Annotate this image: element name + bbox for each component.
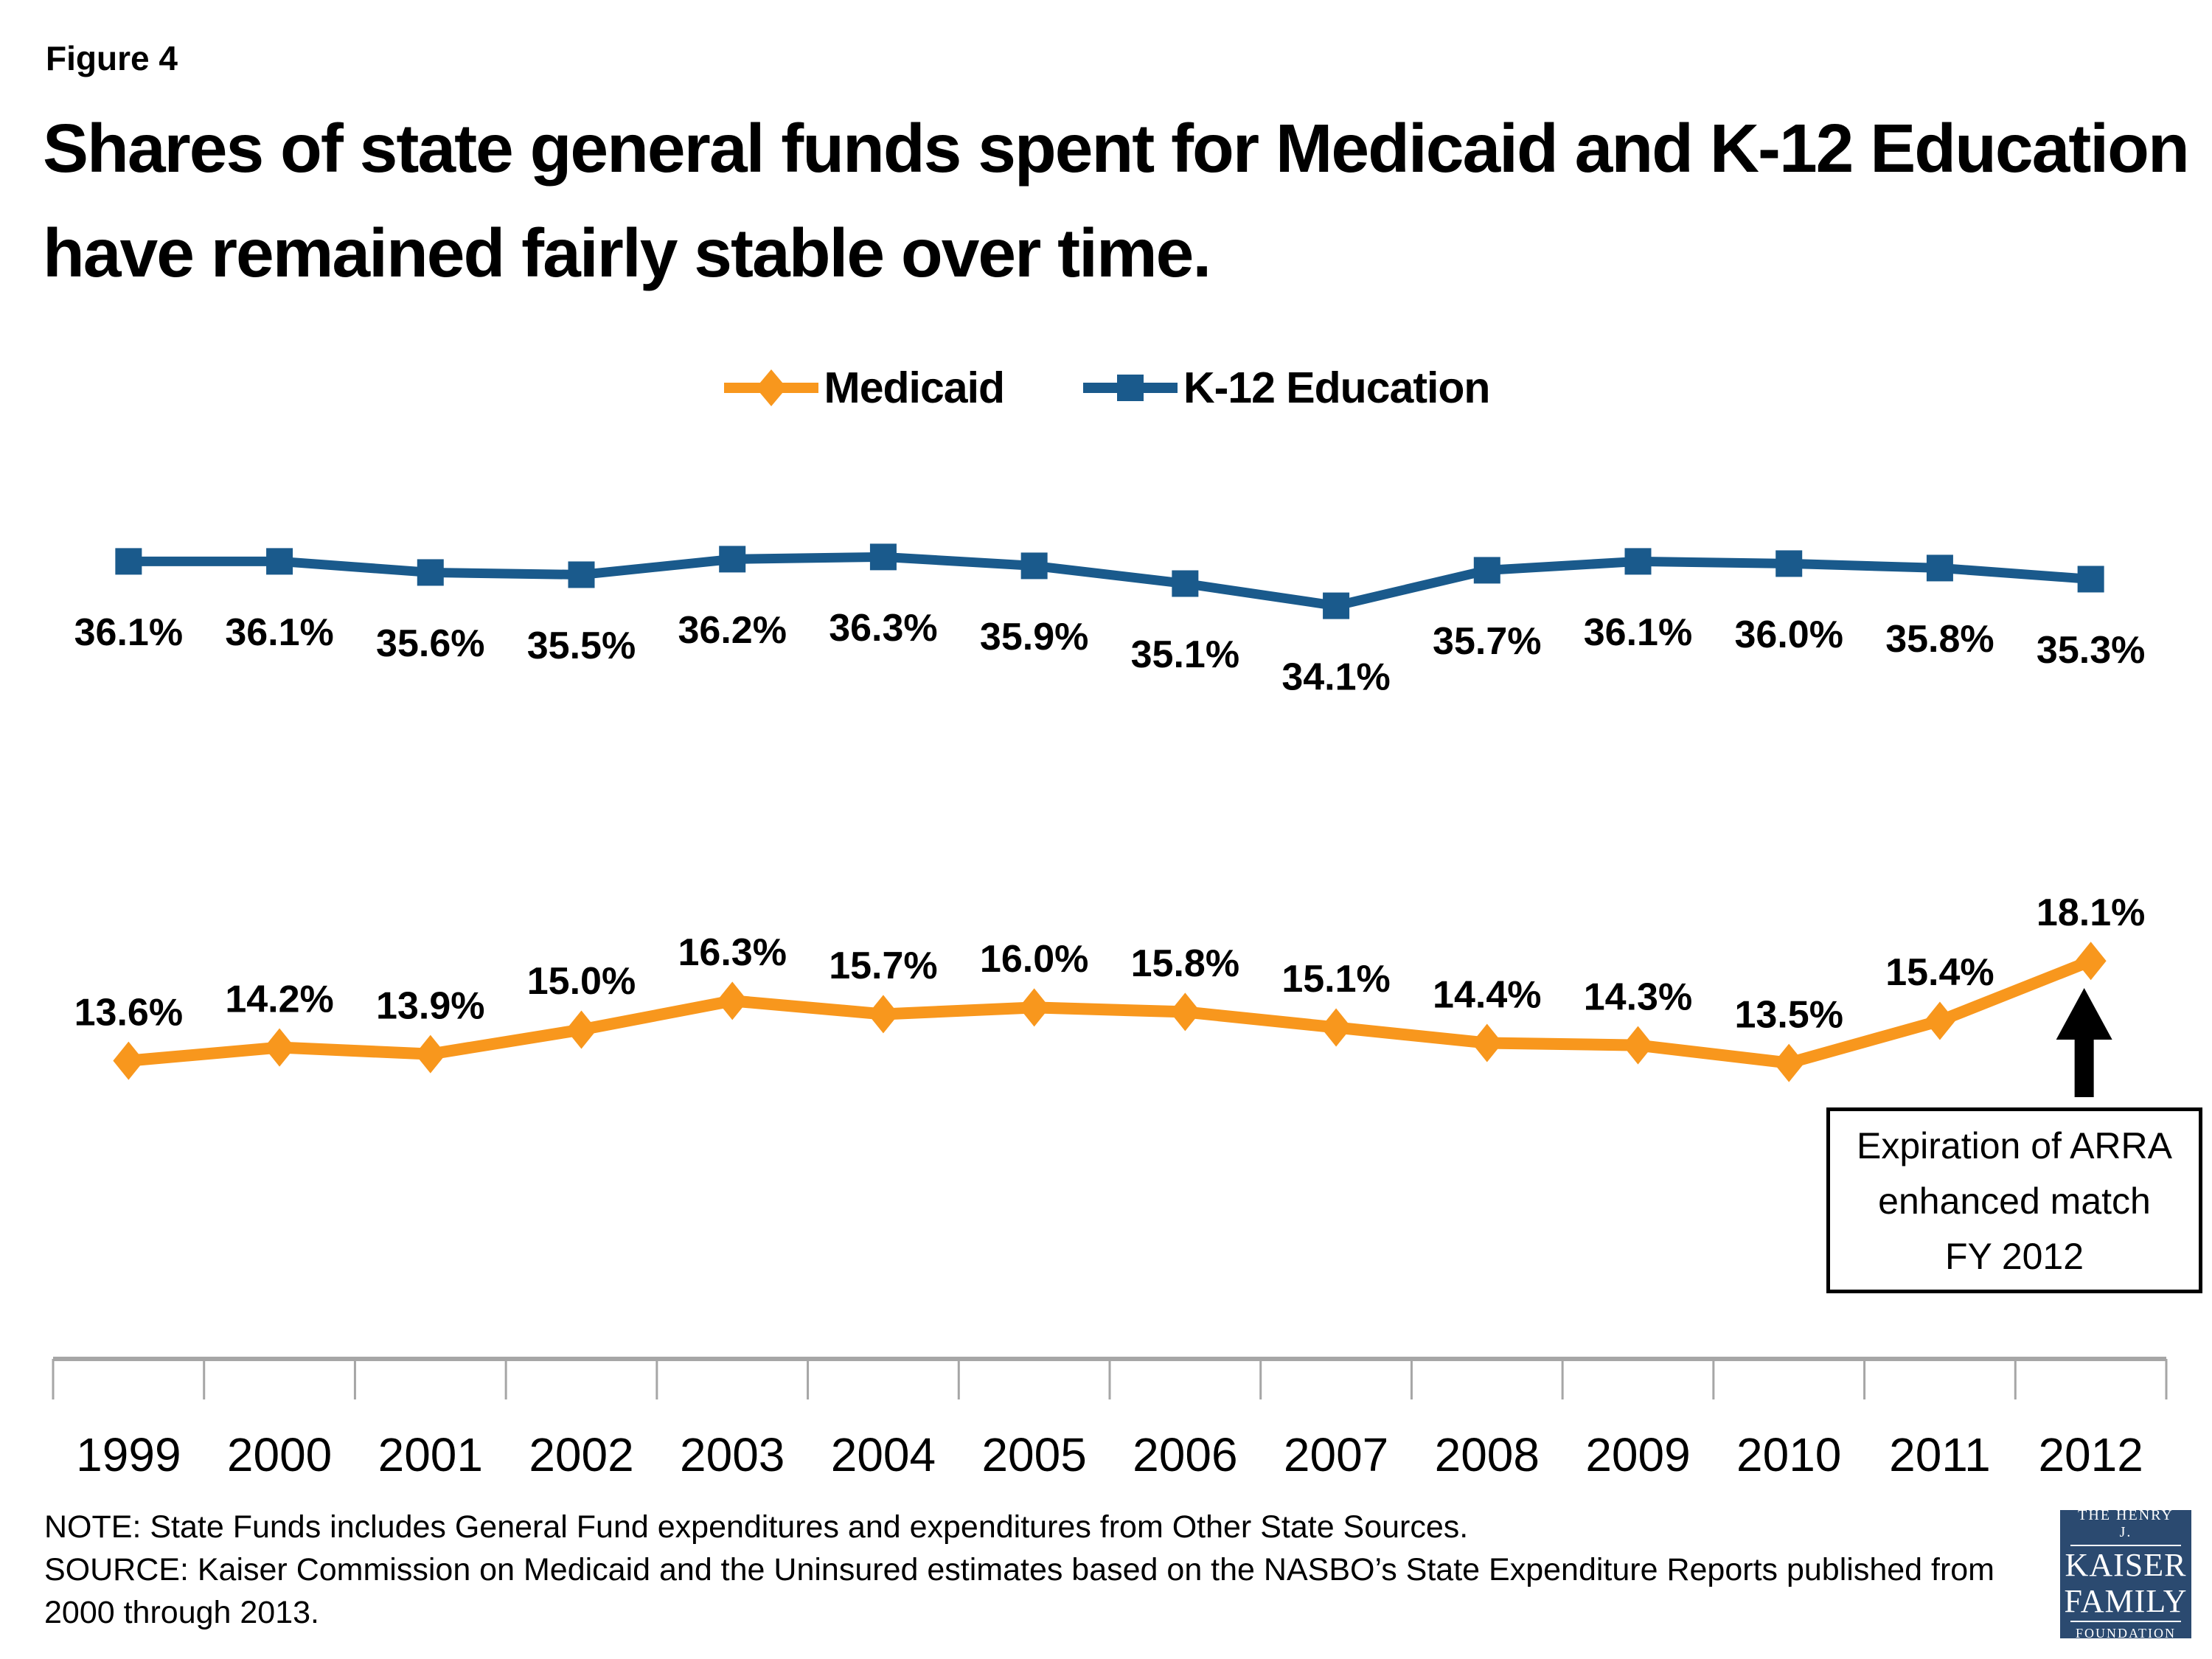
k12-education-marker <box>115 548 142 574</box>
data-label: 18.1% <box>2036 891 2146 934</box>
kaiser-family-foundation-logo <box>2060 1507 2191 1641</box>
data-label: 14.2% <box>225 978 334 1021</box>
data-label: 35.5% <box>526 625 636 668</box>
k12-education-marker <box>568 561 595 588</box>
data-label: 34.1% <box>1281 655 1391 699</box>
k12-education-marker <box>1021 552 1048 579</box>
medicaid-marker <box>717 981 748 1020</box>
data-label: 14.3% <box>1583 975 1693 1019</box>
data-label: 16.3% <box>678 931 787 975</box>
data-label: 13.9% <box>376 984 485 1028</box>
data-label: 15.0% <box>526 960 636 1004</box>
note-text: NOTE: State Funds includes General Fund expenditures and expenditures from Other State Sources. <box>44 1509 1469 1545</box>
k12-education-marker <box>1172 570 1198 597</box>
medicaid-marker <box>1472 1024 1503 1062</box>
data-label: 16.0% <box>979 938 1089 981</box>
data-label: 13.5% <box>1734 993 1843 1037</box>
k12-education-marker <box>1474 557 1500 583</box>
medicaid-marker <box>264 1029 295 1067</box>
legend-label: K-12 Education <box>1183 364 1490 412</box>
data-label: 36.1% <box>225 611 334 655</box>
logo-line: FAMILY <box>2064 1583 2188 1619</box>
medicaid-marker <box>415 1035 446 1074</box>
source-text: SOURCE: Kaiser Commission on Medicaid and the Uninsured estimates based on the NASBO’s State Expenditure Reports published from 2000 through 2013. <box>44 1552 1995 1630</box>
x-axis-year-label: 2007 <box>1283 1428 1389 1481</box>
data-label: 36.3% <box>829 607 938 650</box>
x-axis-year-label: 2009 <box>1585 1428 1691 1481</box>
data-label: 35.9% <box>979 616 1089 659</box>
x-axis-year-label: 2000 <box>226 1428 333 1481</box>
k12-education-marker <box>1625 548 1652 574</box>
annotation-arrow-icon <box>2056 988 2112 1097</box>
x-axis-year-label: 2011 <box>1889 1428 1991 1481</box>
x-axis-year-label: 2006 <box>1133 1428 1238 1481</box>
k12-education-marker <box>2078 566 2104 592</box>
annotation-line: Expiration of ARRA <box>1857 1125 2172 1166</box>
x-axis-year-label: 2003 <box>680 1428 785 1481</box>
k12-education-marker <box>1323 593 1349 619</box>
data-label: 35.3% <box>2036 629 2146 672</box>
data-label: 36.0% <box>1734 613 1843 657</box>
medicaid-marker <box>113 1042 144 1080</box>
medicaid-marker <box>1623 1026 1654 1065</box>
logo-line: FOUNDATION <box>2070 1621 2181 1641</box>
medicaid-marker <box>1773 1044 1804 1082</box>
x-axis-year-label: 1999 <box>76 1428 181 1481</box>
annotation-line: FY 2012 <box>1944 1236 2084 1277</box>
data-label: 35.8% <box>1885 618 1994 661</box>
data-label: 35.6% <box>376 622 485 666</box>
x-axis-year-label: 2001 <box>378 1428 483 1481</box>
k12-education-marker <box>1927 554 1953 581</box>
data-label: 36.1% <box>74 611 184 655</box>
medicaid-marker <box>1321 1008 1352 1046</box>
logo-line: THE HENRY J. <box>2070 1507 2181 1546</box>
medicaid-marker <box>868 995 899 1033</box>
data-label: 35.1% <box>1130 633 1240 677</box>
x-axis-year-label: 2008 <box>1434 1428 1540 1481</box>
medicaid-marker <box>1169 992 1200 1031</box>
data-label: 36.2% <box>678 609 787 653</box>
data-label: 15.8% <box>1130 942 1240 986</box>
chart-title: Shares of state general funds spent for Medicaid and K-12 Education have remained fairly stable over time. <box>43 110 2188 291</box>
k12-education-marker <box>870 543 897 570</box>
x-axis-year-label: 2002 <box>529 1428 634 1481</box>
medicaid-marker <box>1924 1001 1955 1040</box>
x-axis-year-label: 2005 <box>981 1428 1087 1481</box>
data-label: 35.7% <box>1433 620 1542 664</box>
logo-line: KAISER <box>2065 1547 2187 1583</box>
data-label: 36.1% <box>1583 611 1693 655</box>
annotation-box <box>1826 1107 2202 1293</box>
k12-education-marker <box>417 559 444 585</box>
figure-label: Figure 4 <box>46 39 178 77</box>
medicaid-marker <box>1019 988 1050 1026</box>
k12-education-marker <box>719 546 745 572</box>
annotation-line: enhanced match <box>1878 1180 2151 1222</box>
medicaid-marker <box>2076 942 2107 980</box>
x-axis-year-label: 2010 <box>1736 1428 1842 1481</box>
data-label: 15.7% <box>829 945 938 988</box>
x-axis-year-label: 2004 <box>830 1428 936 1481</box>
data-label: 15.4% <box>1885 951 1994 995</box>
data-label: 15.1% <box>1281 958 1391 1001</box>
k12-education-marker <box>266 548 293 574</box>
k12-education-marker <box>1775 550 1802 577</box>
footnotes <box>44 1506 2057 1634</box>
medicaid-marker <box>566 1011 597 1049</box>
data-label: 14.4% <box>1433 973 1542 1017</box>
legend-label: Medicaid <box>824 364 1004 412</box>
x-axis-year-label: 2012 <box>2038 1428 2143 1481</box>
data-label: 13.6% <box>74 991 184 1034</box>
